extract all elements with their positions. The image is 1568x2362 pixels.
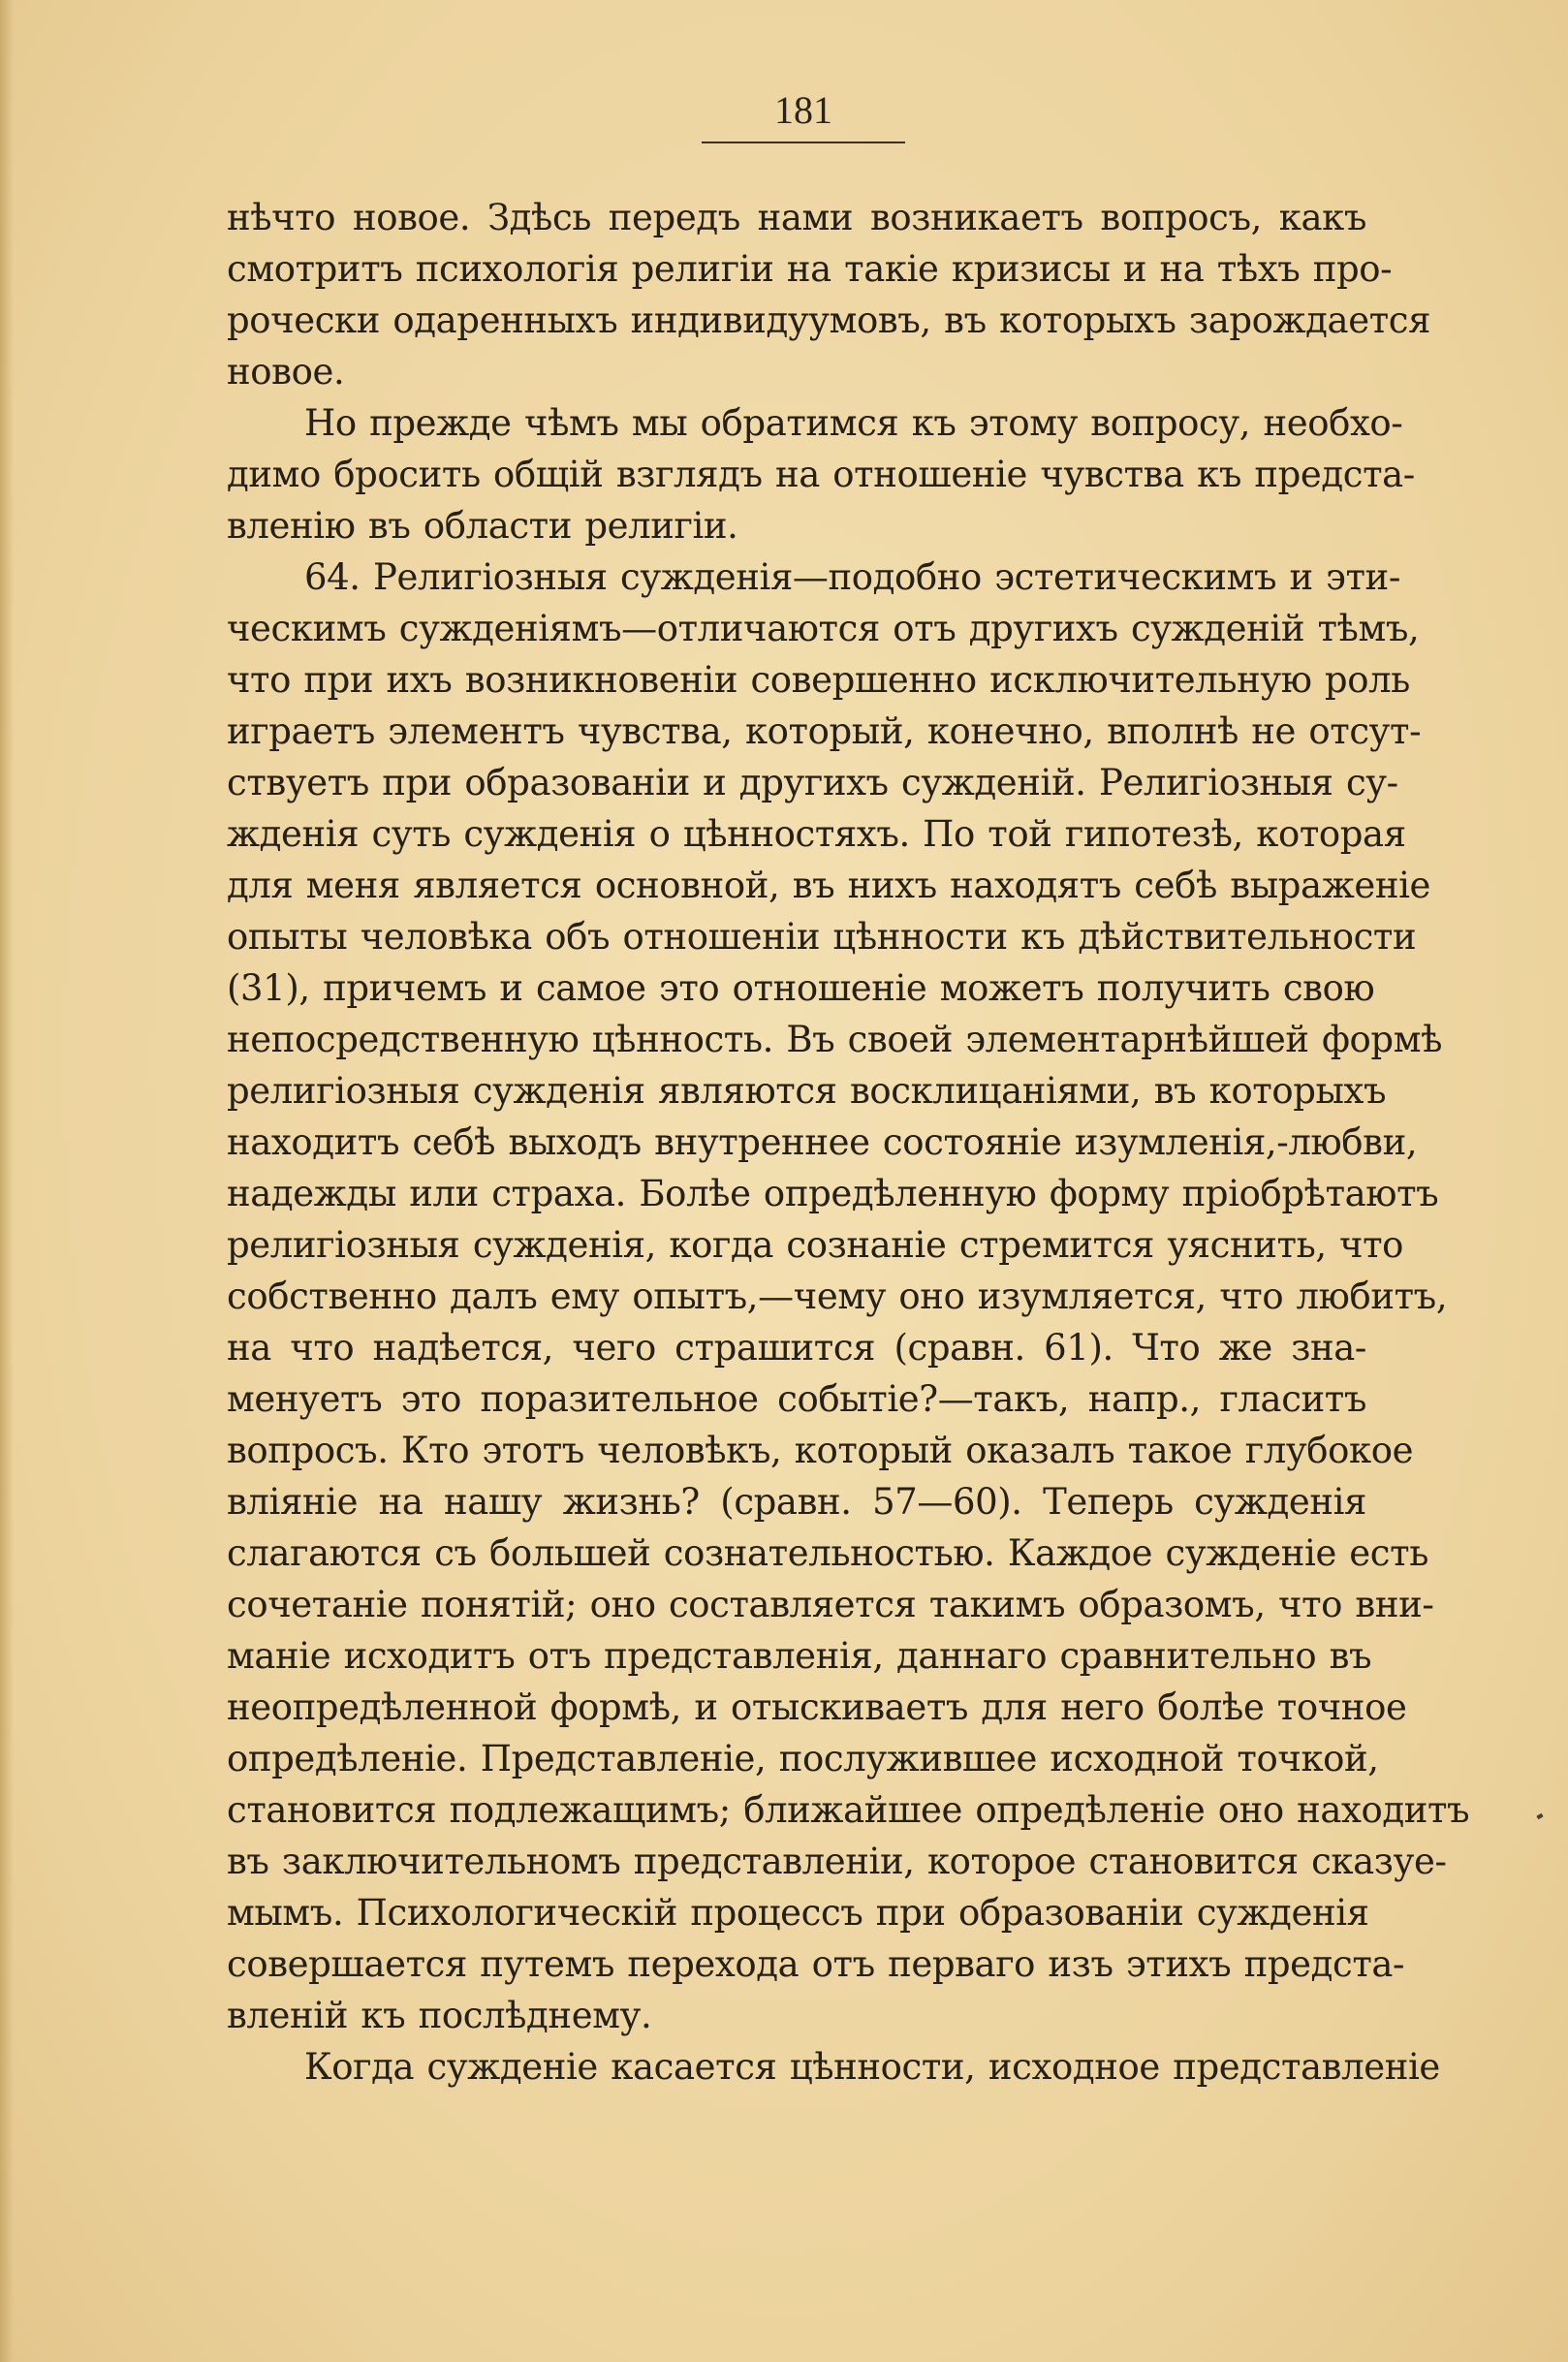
text-line: что при ихъ возникновеніи совершенно исключительную роль bbox=[227, 659, 1410, 701]
text-line: неопредѣленной формѣ, и отыскиваетъ для него болѣе точное bbox=[227, 1686, 1407, 1728]
text-line: мымъ. Психологическій процессъ при образованіи сужденія bbox=[227, 1892, 1369, 1934]
text-line: вленію въ области религіи. bbox=[227, 505, 738, 547]
text-line: жденія суть сужденія о цѣнностяхъ. По той гипотезѣ, которая bbox=[227, 813, 1406, 855]
text-line: непосредственную цѣнность. Въ своей элементарнѣйшей формѣ bbox=[227, 1019, 1442, 1060]
section-64-start-line: 64. Религіозныя сужденія—подобно эстетическимъ и эти- bbox=[304, 556, 1400, 598]
text-line: димо бросить общій взглядъ на отношеніе чувства къ предста- bbox=[227, 454, 1415, 495]
text-line: ствуетъ при образованіи и другихъ сужденій. Религіозныя су- bbox=[227, 762, 1398, 803]
page-number-rule bbox=[702, 142, 905, 143]
page-number: 181 bbox=[774, 88, 832, 132]
text-line: играетъ элементъ чувства, который, конечно, вполнѣ не отсут- bbox=[227, 710, 1422, 752]
text-line: сочетаніе понятій; оно составляется такимъ образомъ, что вни- bbox=[227, 1584, 1434, 1625]
text-line: надежды или страха. Болѣе опредѣленную форму пріобрѣтаютъ bbox=[227, 1173, 1439, 1214]
text-line: совершается путемъ перехода отъ перваго изъ этихъ предста- bbox=[227, 1943, 1405, 1985]
text-line: маніе исходитъ отъ представленія, даннаго сравнительно въ bbox=[227, 1635, 1372, 1677]
text-line: новое. bbox=[227, 351, 345, 393]
paragraph-start-line: Когда сужденіе касается цѣнности, исходное представленіе bbox=[304, 2046, 1440, 2088]
text-line: вопросъ. Кто этотъ человѣкъ, который оказалъ такое глубокое bbox=[227, 1430, 1414, 1471]
text-line: менуетъ это поразительное событіе?—такъ, напр., гласитъ bbox=[227, 1378, 1366, 1420]
text-line: въ заключительномъ представленіи, которое становится сказуе- bbox=[227, 1841, 1447, 1882]
page-left-edge-shadow bbox=[0, 0, 14, 2362]
text-line: вленій къ послѣднему. bbox=[227, 1995, 652, 2036]
stray-ink-mark bbox=[1536, 1813, 1543, 1819]
text-line: для меня является основной, въ нихъ находятъ себѣ выраженіе bbox=[227, 865, 1431, 906]
text-line: становится подлежащимъ; ближайшее опредѣленіе оно находитъ bbox=[227, 1789, 1470, 1831]
text-line: ческимъ сужденіямъ—отличаются отъ другихъ сужденій тѣмъ, bbox=[227, 608, 1420, 649]
text-line: опредѣленіе. Представленіе, послужившее исходной точкой, bbox=[227, 1738, 1379, 1779]
text-line: рочески одаренныхъ индивидуумовъ, въ которыхъ зарождается bbox=[227, 299, 1431, 341]
text-line: религіозныя сужденія являются восклицаніями, въ которыхъ bbox=[227, 1070, 1387, 1112]
text-line: на что надѣется, чего страшится (сравн. 61). Что же зна- bbox=[227, 1327, 1366, 1369]
text-line: собственно далъ ему опытъ,—чему оно изумляется, что любитъ, bbox=[227, 1275, 1448, 1317]
text-line: религіозныя сужденія, когда сознаніе стремится уяснить, что bbox=[227, 1224, 1404, 1266]
text-line: слагаются съ большей сознательностью. Каждое сужденіе есть bbox=[227, 1532, 1428, 1574]
text-line: вліяніе на нашу жизнь? (сравн. 57—60). Теперь сужденія bbox=[227, 1481, 1366, 1523]
text-line: (31), причемъ и самое это отношеніе можетъ получить свою bbox=[227, 967, 1375, 1009]
text-line: опыты человѣка объ отношеніи цѣнности къ дѣйствительности bbox=[227, 916, 1417, 958]
body-text bbox=[227, 192, 1470, 2093]
text-line: смотритъ психологія религіи на такіе кризисы и на тѣхъ про- bbox=[227, 248, 1393, 290]
text-line: находитъ себѣ выходъ внутреннее состояніе изумленія,-любви, bbox=[227, 1121, 1418, 1163]
text-line: нѣчто новое. Здѣсь передъ нами возникаетъ вопросъ, какъ bbox=[227, 197, 1366, 238]
paragraph-start-line: Но прежде чѣмъ мы обратимся къ этому вопросу, необхо- bbox=[304, 402, 1403, 444]
